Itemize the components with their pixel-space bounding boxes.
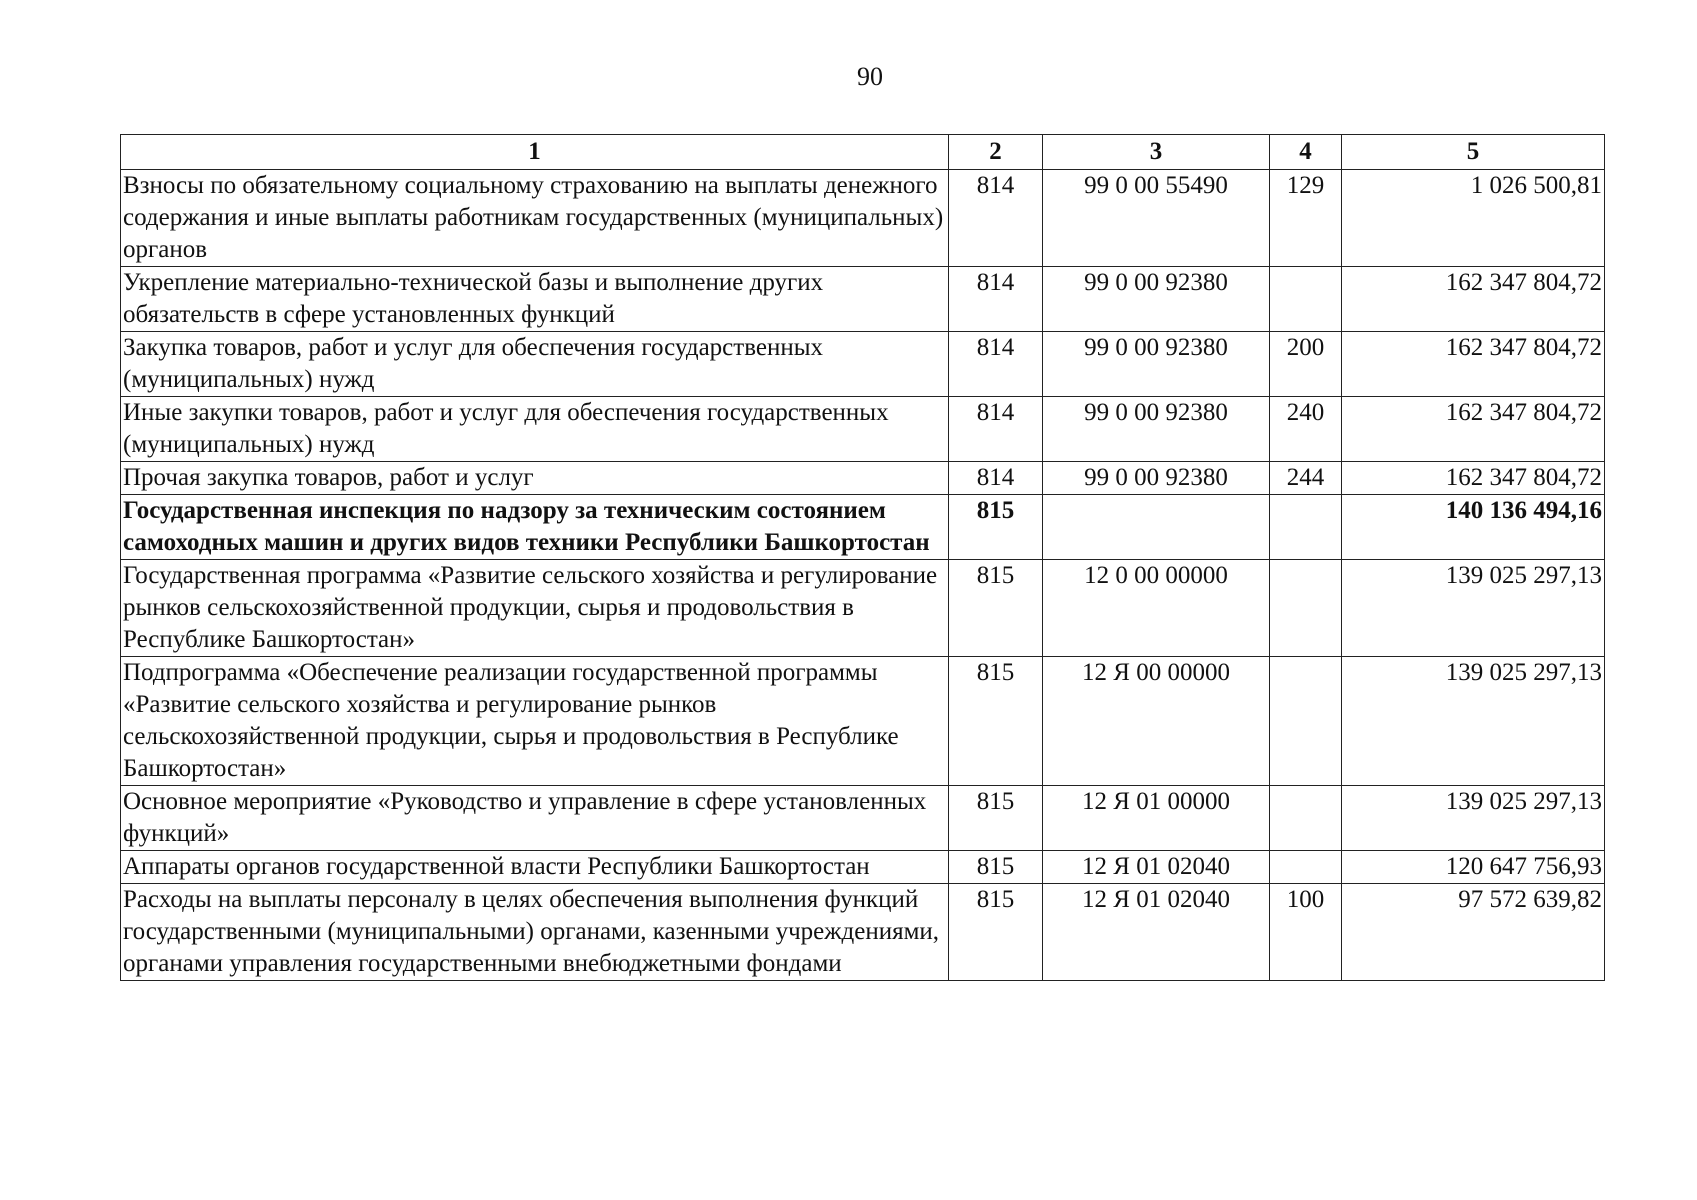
row-target: 12 Я 00 00000 — [1043, 657, 1270, 786]
row-type — [1270, 851, 1342, 884]
row-name: Закупка товаров, работ и услуг для обеспечения государственных (муниципальных) нужд — [121, 332, 949, 397]
row-name: Взносы по обязательному социальному страхованию на выплаты денежного содержания и иные выплаты работникам государственных (муниципальных) органов — [121, 170, 949, 267]
row-type: 244 — [1270, 462, 1342, 495]
row-target: 12 Я 01 00000 — [1043, 786, 1270, 851]
row-name: Подпрограмма «Обеспечение реализации государственной программы «Развитие сельского хозяйства и регулирование рынков сельскохозяйственной продукции, сырья и продовольствия в Республике Башкортостан» — [121, 657, 949, 786]
table-row — [121, 851, 1605, 884]
row-target: 99 0 00 92380 — [1043, 462, 1270, 495]
row-name: Расходы на выплаты персоналу в целях обеспечения выполнения функций государственными (муниципальными) органами, казенными учреждениями, органами управления государственными внебюджетными фондами — [121, 884, 949, 981]
row-name: Иные закупки товаров, работ и услуг для обеспечения государственных (муниципальных) нужд — [121, 397, 949, 462]
table-row — [121, 560, 1605, 657]
row-target: 99 0 00 92380 — [1043, 267, 1270, 332]
table-row — [121, 462, 1605, 495]
row-amount: 162 347 804,72 — [1342, 267, 1605, 332]
row-type — [1270, 560, 1342, 657]
row-code: 814 — [949, 267, 1043, 332]
row-code: 814 — [949, 170, 1043, 267]
column-header-2: 2 — [949, 135, 1043, 170]
row-amount: 140 136 494,16 — [1342, 495, 1605, 560]
row-amount: 162 347 804,72 — [1342, 462, 1605, 495]
row-type — [1270, 786, 1342, 851]
row-code: 815 — [949, 560, 1043, 657]
table-row — [121, 786, 1605, 851]
row-target — [1043, 495, 1270, 560]
row-name: Государственная программа «Развитие сельского хозяйства и регулирование рынков сельскохозяйственной продукции, сырья и продовольствия в Республике Башкортостан» — [121, 560, 949, 657]
row-type — [1270, 657, 1342, 786]
row-target: 12 0 00 00000 — [1043, 560, 1270, 657]
table-row — [121, 657, 1605, 786]
row-code: 815 — [949, 786, 1043, 851]
row-code: 815 — [949, 657, 1043, 786]
row-amount: 97 572 639,82 — [1342, 884, 1605, 981]
table-row — [121, 884, 1605, 981]
row-code: 814 — [949, 397, 1043, 462]
row-type: 200 — [1270, 332, 1342, 397]
column-header-5: 5 — [1342, 135, 1605, 170]
row-amount: 120 647 756,93 — [1342, 851, 1605, 884]
row-amount: 162 347 804,72 — [1342, 332, 1605, 397]
row-code: 815 — [949, 851, 1043, 884]
column-header-3: 3 — [1043, 135, 1270, 170]
row-name: Государственная инспекция по надзору за техническим состоянием самоходных машин и других видов техники Республики Башкортостан — [121, 495, 949, 560]
page-number: 90 — [857, 62, 883, 91]
row-target: 99 0 00 92380 — [1043, 397, 1270, 462]
row-amount: 1 026 500,81 — [1342, 170, 1605, 267]
row-name: Основное мероприятие «Руководство и управление в сфере установленных функций» — [121, 786, 949, 851]
row-amount: 139 025 297,13 — [1342, 786, 1605, 851]
row-code: 815 — [949, 884, 1043, 981]
row-name: Прочая закупка товаров, работ и услуг — [121, 462, 949, 495]
budget-table — [120, 134, 1605, 981]
row-amount: 162 347 804,72 — [1342, 397, 1605, 462]
row-name: Аппараты органов государственной власти Республики Башкортостан — [121, 851, 949, 884]
row-amount: 139 025 297,13 — [1342, 657, 1605, 786]
column-header-4: 4 — [1270, 135, 1342, 170]
row-type — [1270, 495, 1342, 560]
table-row — [121, 332, 1605, 397]
row-type — [1270, 267, 1342, 332]
row-type: 129 — [1270, 170, 1342, 267]
row-target: 12 Я 01 02040 — [1043, 884, 1270, 981]
row-code: 814 — [949, 332, 1043, 397]
row-target: 99 0 00 92380 — [1043, 332, 1270, 397]
row-code: 814 — [949, 462, 1043, 495]
row-type: 100 — [1270, 884, 1342, 981]
table-row — [121, 397, 1605, 462]
table-row — [121, 170, 1605, 267]
column-header-1: 1 — [121, 135, 949, 170]
row-name: Укрепление материально-технической базы и выполнение других обязательств в сфере установленных функций — [121, 267, 949, 332]
row-type: 240 — [1270, 397, 1342, 462]
table-row-section — [121, 495, 1605, 560]
row-code: 815 — [949, 495, 1043, 560]
table-header-row — [121, 135, 1605, 170]
row-target: 99 0 00 55490 — [1043, 170, 1270, 267]
row-amount: 139 025 297,13 — [1342, 560, 1605, 657]
row-target: 12 Я 01 02040 — [1043, 851, 1270, 884]
table-row — [121, 267, 1605, 332]
